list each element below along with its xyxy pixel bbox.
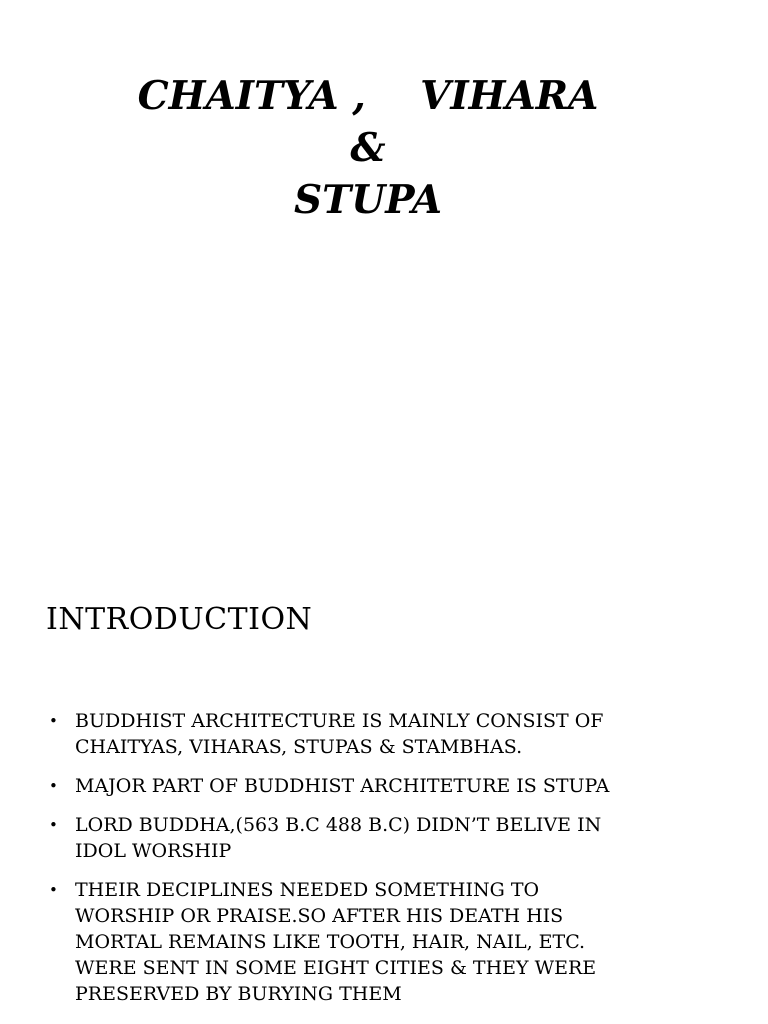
bullet-text: MAJOR PART OF BUDDHIST ARCHITETURE IS STUPA — [75, 775, 610, 797]
slide-title — [0, 70, 736, 226]
bullet-icon: • — [49, 816, 58, 834]
bullet-icon: • — [49, 777, 58, 795]
list-item — [48, 708, 618, 760]
title-line-3: STUPA — [294, 177, 442, 223]
bullet-text: BUDDHIST ARCHITECTURE IS MAINLY CONSIST OF CHAITYAS, VIHARAS, STUPAS & STAMBHAS. — [75, 710, 604, 758]
bullet-icon: • — [49, 712, 58, 730]
title-line-1: CHAITYA , VIHARA — [137, 73, 599, 119]
list-item — [48, 877, 618, 1007]
bullet-icon: • — [49, 881, 58, 899]
section-heading: INTRODUCTION — [46, 602, 313, 637]
bullet-text: LORD BUDDHA,(563 B.C 488 B.C) DIDN’T BELIVE IN IDOL WORSHIP — [75, 814, 602, 862]
list-item — [48, 812, 618, 864]
list-item — [48, 773, 618, 799]
bullet-list — [48, 708, 618, 1020]
bullet-text: THEIR DECIPLINES NEEDED SOMETHING TO WORSHIP OR PRAISE.SO AFTER HIS DEATH HIS MORTAL REMAINS LIKE TOOTH, HAIR, NAIL, ETC. WERE SENT IN SOME EIGHT CITIES & THEY WERE PRESERVED BY BURYING THEM — [75, 879, 597, 1005]
title-line-2: & — [350, 125, 386, 171]
